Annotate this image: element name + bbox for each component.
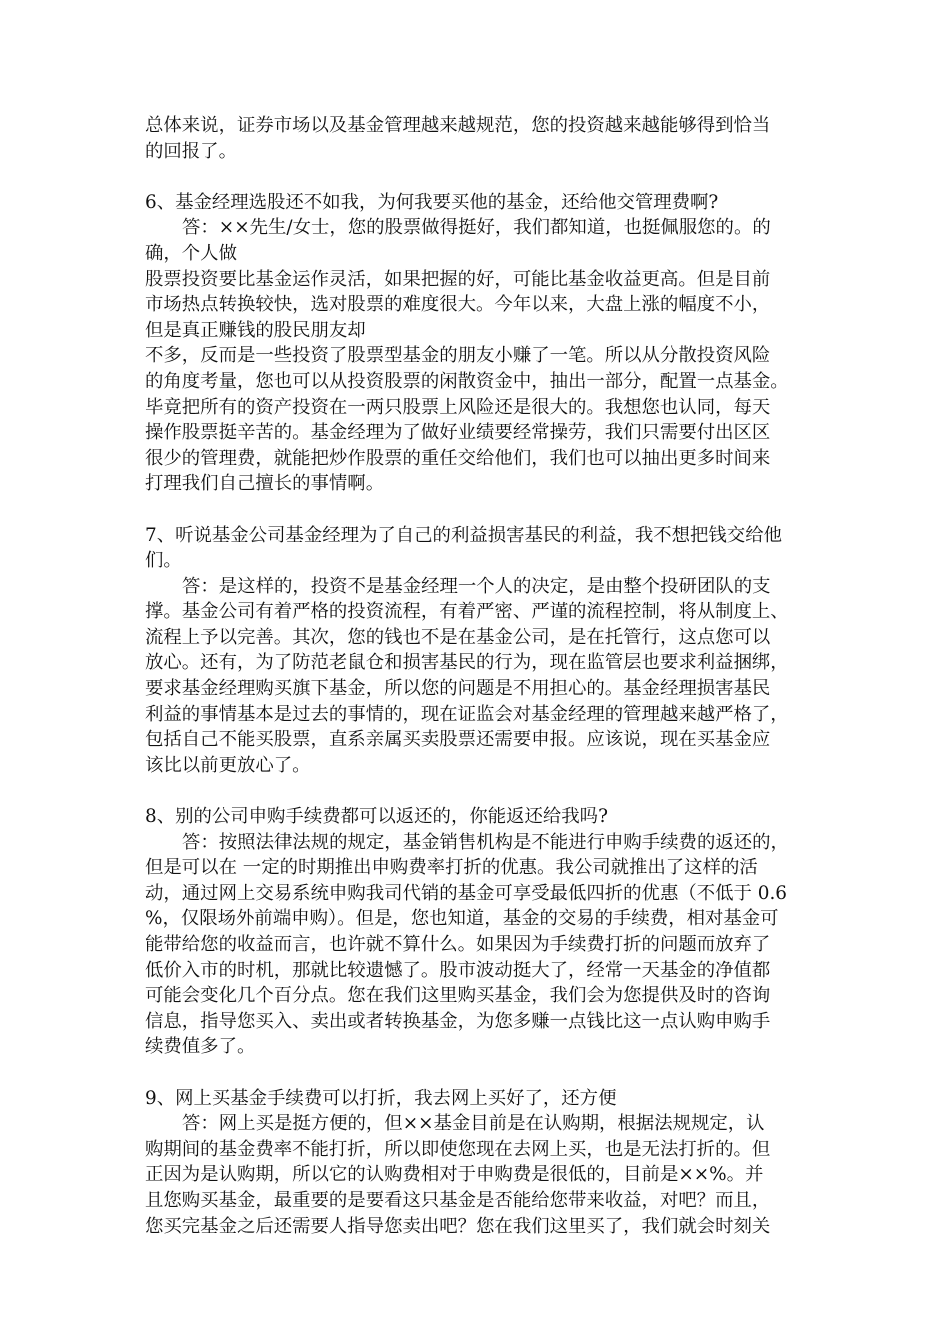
- question-9: 9、网上买基金手续费可以打折，我去网上买好了，还方便: [145, 1087, 617, 1109]
- answer-7-line: 答：是这样的，投资不是基金经理一个人的决定，是由整个投研团队的支: [182, 575, 771, 597]
- question-6: 6、基金经理选股还不如我，为何我要买他的基金，还给他交管理费啊?: [145, 191, 719, 213]
- answer-6-line: 打理我们自己擅长的事情啊。: [145, 473, 385, 495]
- answer-9-line: 正因为是认购期，所以它的认购费相对于申购费是很低的，目前是××%。并: [145, 1164, 764, 1186]
- answer-8-line: 续费值多了。: [145, 1036, 256, 1058]
- answer-8-line: 但是可以在 一定的时期推出申购费率打折的优惠。我公司就推出了这样的活: [145, 857, 758, 879]
- question-7-line: 们。: [145, 550, 182, 572]
- answer-6-line: 答：××先生/女士，您的股票做得挺好，我们都知道，也挺佩服您的。的: [182, 217, 771, 239]
- answer-6-line: 市场热点转换较快，选对股票的难度很大。今年以来，大盘上涨的幅度不小，: [145, 294, 771, 316]
- answer-7-line: 该比以前更放心了。: [145, 754, 311, 776]
- answer-6-line: 股票投资要比基金运作灵活，如果把握的好，可能比基金收益更高。但是目前: [145, 268, 771, 290]
- question-8: 8、别的公司申购手续费都可以返还的，你能返还给我吗?: [145, 806, 608, 828]
- answer-9-line: 您买完基金之后还需要人指导您卖出吧？您在我们这里买了，我们就会时刻关: [145, 1215, 771, 1237]
- paragraph-gap: [145, 164, 810, 190]
- answer-6-line: 不多，反而是一些投资了股票型基金的朋友小赚了一笔。所以从分散投资风险: [145, 345, 771, 367]
- answer-9-line: 答：网上买是挺方便的，但××基金目前是在认购期，根据法规规定，认: [182, 1113, 765, 1135]
- paragraph-gap: [145, 497, 810, 523]
- answer-8-line: 动，通过网上交易系统申购我司代销的基金可享受最低四折的优惠（不低于 0.6: [145, 882, 787, 904]
- answer-8-line: 可能会变化几个百分点。您在我们这里购买基金，我们会为您提供及时的咨询: [145, 985, 771, 1007]
- answer-8-line: 低价入市的时机，那就比较遗憾了。股市波动挺大了，经常一天基金的净值都: [145, 959, 771, 981]
- answer-8-line: 能带给您的收益而言，也许就不算什么。如果因为手续费打折的问题而放弃了: [145, 934, 771, 955]
- question-7-line: 7、听说基金公司基金经理为了自己的利益损害基民的利益，我不想把钱交给他: [145, 524, 782, 546]
- paragraph-gap: [145, 1060, 810, 1086]
- answer-8-line: 信息，指导您买入、卖出或者转换基金，为您多赚一点钱比这一点认购申购手: [145, 1010, 771, 1032]
- answer-8-line: 答：按照法律法规的规定，基金销售机构是不能进行申购手续费的返还的，: [182, 831, 789, 853]
- document-body: [145, 113, 810, 1239]
- answer-6-line: 但是真正赚钱的股民朋友却: [145, 319, 366, 341]
- answer-7-line: 撑。基金公司有着严格的投资流程，有着严密、严谨的流程控制，将从制度上、: [145, 601, 789, 623]
- answer-7-line: 要求基金经理购买旗下基金，所以您的问题是不用担心的。基金经理损害基民: [145, 678, 771, 700]
- answer-9-line: 购期间的基金费率不能打折，所以即使您现在去网上买，也是无法打折的。但: [145, 1138, 771, 1160]
- answer-7-line: 利益的事情基本是过去的事情的，现在证监会对基金经理的管理越来越严格了，: [145, 703, 789, 725]
- answer-9-line: 且您购买基金，最重要的是要看这只基金是否能给您带来收益，对吧？而且，: [145, 1189, 771, 1211]
- answer-7-line: 放心。还有，为了防范老鼠仓和损害基民的行为，现在监管层也要求利益捆绑，: [145, 652, 789, 674]
- answer-7-line: 流程上予以完善。其次，您的钱也不是在基金公司，是在托管行，这点您可以: [145, 626, 771, 648]
- answer-8-line: %，仅限场外前端申购）。但是，您也知道，基金的交易的手续费，相对基金可: [145, 908, 779, 930]
- answer-6-line: 确，个人做: [145, 242, 237, 264]
- answer-6-line: 毕竟把所有的资产投资在一两只股票上风险还是很大的。我想您也认同，每天: [145, 396, 771, 418]
- answer-6-line: 操作股票挺辛苦的。基金经理为了做好业绩要经常操劳，我们只需要付出区区: [145, 422, 771, 444]
- answer-6-line: 很少的管理费，就能把炒作股票的重任交给他们，我们也可以抽出更多时间来: [145, 447, 771, 469]
- answer-6-line: 的角度考量，您也可以从投资股票的闲散资金中，抽出一部分，配置一点基金。: [145, 370, 789, 392]
- paragraph-gap: [145, 778, 810, 804]
- intro-line: 的回报了。: [145, 140, 237, 162]
- answer-7-line: 包括自己不能买股票，直系亲属买卖股票还需要申报。应该说，现在买基金应: [145, 729, 771, 751]
- intro-line: 总体来说，证券市场以及基金管理越来越规范，您的投资越来越能够得到恰当: [145, 115, 771, 136]
